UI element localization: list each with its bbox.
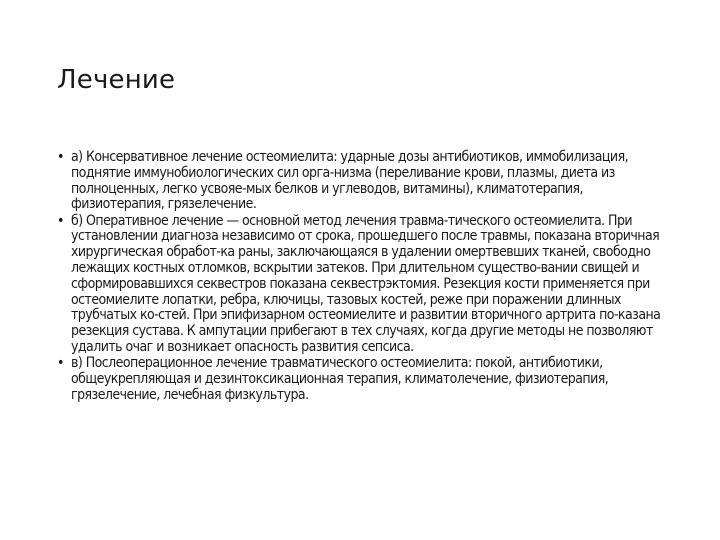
bullet-text: б) Оперативное лечение — основной метод лечения травма-тического остеомиелита. При установлении диагноза независимо от срока, прошедшего после травмы, показана вторичная хирургическая обработ-ка раны, заключающаяся в удалении омертвевших тканей, свободно лежащих костных отломков, вскрытии затеков. При длительном существо-вании свищей и сформировавшихся секвестров показана секвестрэктомия. Резекция кости применяется при остеомиелите лопатки, ребра, ключицы, тазовых костей, реже при поражении длинных трубчатых ко-стей. При эпифизарном остеомиелите и развитии вторичного артрита по-казана резекция сустава. К ампутации прибегают в тех случаях, когда другие методы не позволяют удалить очаг и возникает опасность развития сепсиса. [71,212,661,356]
bullet-item-postoperative-treatment [57,356,667,403]
bullet-text: а) Консервативное лечение остеомиелита: ударные дозы антибиотиков, иммобилизация, поднятие иммунобиологических сил орга-низма (переливание крови, плазмы, диета из полноценных, легко усвояе-мых белков и углеводов, витамины), климатотерапия, физиотерапия, грязелечение. [71,149,629,213]
bullet-text: в) Послеоперационное лечение травматического остеомиелита: покой, антибиотики, общеукрепляющая и дезинтоксикационная терапия, климатолечение, физиотерапия, грязелечение, лечебная физкультура. [71,355,609,403]
bullet-dot-icon: • [57,212,64,229]
bullet-dot-icon: • [57,149,64,165]
bullet-dot-icon: • [57,355,64,372]
bullet-item-surgical-treatment [57,214,667,356]
bullet-item-conservative-treatment [57,150,667,213]
bullet-list [57,150,667,404]
slide-title: Лечение [57,65,176,95]
